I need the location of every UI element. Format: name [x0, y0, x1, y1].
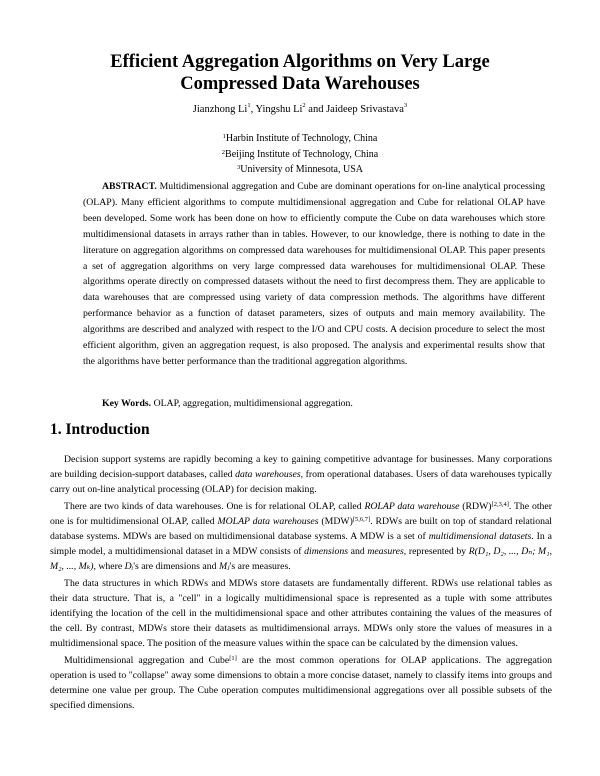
citation-ref: [2,3,4] — [491, 500, 509, 508]
abstract — [83, 179, 545, 370]
formula: Mⱼ — [218, 561, 230, 573]
author-separator: , — [250, 104, 254, 115]
author-list — [0, 104, 600, 115]
paragraph-text: There are two kinds of data warehouses. One is for relational OLAP, called — [64, 500, 362, 512]
body-paragraph — [50, 653, 552, 714]
body-paragraph — [50, 452, 552, 498]
abstract-text: Multidimensional aggregation and Cube are dominant operations for on-line analytical processing (OLAP). Many efficient algorithms to compute multidimensional aggregation and Cube for relational OLAP have been developed. Some work has been done on how to efficiently compute the Cube on data warehouses which store multidimensional datasets in arrays rather than in tables. However, to our knowledge, there is nothing to date in the literature on aggregation algorithms on compressed data warehouses for multidimensional OLAP. This paper presents a set of aggregation algorithms on very large compressed data warehouses for multidimensional OLAP. These algorithms operate directly on compressed datasets without the need to first decompress them. They are applicable to data warehouses that are compressed using variety of data compression methods. The algorithms have different performance behavior as a function of dataset parameters, sizes of outputs and main memory availability. The algorithms are described and analyzed with respect to the I/O and CPU costs. A decision procedure to select the most efficient algorithm, given an aggregation request, is also proposed. The analysis and experimental results show that the algorithms have better performance than the traditional aggregation algorithms. — [83, 181, 545, 367]
paragraph-text: and — [350, 546, 365, 558]
section-heading: 1. Introduction — [50, 421, 150, 438]
paragraph-text: , where — [93, 561, 123, 573]
paragraph-text: . RDWs are built on top of standard relational database systems. MDWs are based on multidimensional database systems. A MDW is a set of — [50, 515, 553, 543]
author-name: Yingshu Li — [255, 104, 303, 115]
emphasis-text: MOLAP data warehouses — [217, 515, 319, 527]
affiliation — [0, 131, 600, 147]
formula: Dᵢ — [124, 561, 134, 573]
paragraph-text: . In a simple model, a multidimensional dataset in a MDW consists of — [50, 531, 553, 558]
section-body — [50, 452, 552, 713]
keywords — [102, 398, 353, 409]
author-mark: 3 — [403, 102, 408, 109]
author-mark: 1 — [247, 102, 251, 109]
paragraph-text: . The other one is for multidimensional OLAP, called — [50, 500, 552, 527]
paragraph-text: Decision support systems are rapidly becoming a key to gaining competitive advantage for businesses. Many corporations are building decision-support databases, called — [50, 454, 552, 481]
affiliation — [0, 162, 600, 178]
emphasis-text: ROLAP data warehouse — [364, 500, 460, 512]
emphasis-text: data warehouses — [235, 469, 301, 481]
author-mark: 2 — [302, 102, 306, 109]
affiliation-text: University of Minnesota, USA — [240, 164, 364, 175]
paragraph-text: are the most common operations for OLAP applications. The aggregation operation is used to "collapse" away some dimensions to obtain a more concise dataset, namely to classify items into groups and determine one value per group. The Cube operation computes multidimensional aggregations over all possible subsets of the specified dimensions. — [50, 654, 553, 712]
author-name: Jaideep Srivastava — [326, 104, 404, 115]
paragraph-text: (MDW) — [321, 515, 353, 527]
citation-ref: [5,6,7] — [352, 515, 371, 523]
affiliation-mark: 1 — [222, 133, 226, 140]
affiliation-text: Beijing Institute of Technology, China — [225, 148, 379, 160]
body-paragraph — [50, 499, 552, 575]
keywords-text: OLAP, aggregation, multidimensional aggregation. — [153, 398, 353, 409]
author-name: Jianzhong Li — [192, 104, 248, 115]
paper-title — [0, 51, 600, 95]
emphasis-text: multidimensional datasets — [428, 531, 532, 543]
body-paragraph: The data structures in which RDWs and MDWs store datasets are fundamentally different. RDWs use relational tables as their data structure. That is, a "cell" in a logically multidimensional space is represented as a tuple with some attributes identifying the location of the cell in the multidimensional space and other attributes containing the values of the measures of the cell. By contrast, MDWs store their datasets as multidimensional arrays. MDWs only store the values of measures in a multidimensional space. The position of the measure values within the space can be calculated by the dimension values. — [50, 577, 552, 650]
paragraph-text: (RDW) — [462, 500, 492, 512]
affiliation-mark: 3 — [236, 164, 241, 171]
author-conjunction: and — [308, 104, 324, 115]
paragraph-text: , represented by — [403, 546, 467, 558]
affiliation-list — [0, 131, 600, 178]
abstract-label: ABSTRACT. — [102, 181, 157, 192]
paragraph-text: 's are measures. — [229, 561, 291, 573]
emphasis-text: measures — [367, 546, 404, 558]
keywords-label: Key Words. — [102, 398, 152, 409]
affiliation-mark: 2 — [221, 148, 226, 156]
title-line-1: Efficient Aggregation Algorithms on Very Large — [110, 52, 490, 72]
affiliation — [0, 147, 600, 163]
paragraph-text: Multidimensional aggregation and Cube — [64, 654, 230, 666]
title-line-2: Compressed Data Warehouses — [180, 74, 420, 94]
emphasis-text: dimensions — [304, 546, 349, 558]
paragraph-text: , from operational databases. Users of data warehouses typically carry out on-line analytical processing (OLAP) for decision making. — [50, 469, 553, 496]
paragraph-text: 's are dimensions and — [133, 561, 217, 573]
formula: R(D₁, D₂, ..., Dₙ; M₁, M₂, ..., Mₖ) — [50, 546, 553, 573]
citation-ref: [1] — [229, 654, 237, 662]
affiliation-text: Harbin Institute of Technology, China — [225, 133, 378, 144]
